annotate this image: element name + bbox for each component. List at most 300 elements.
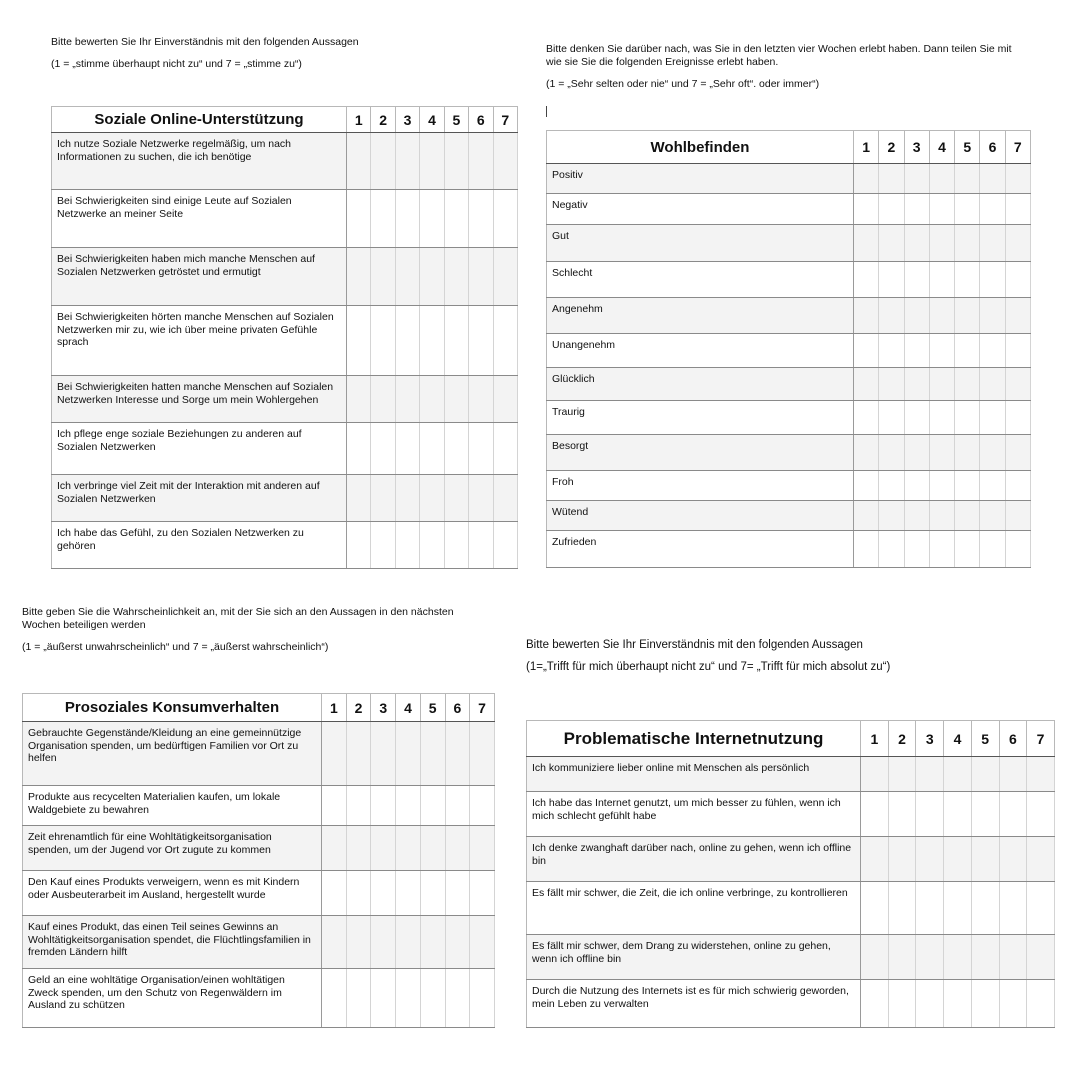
rating-cell-7[interactable] (1005, 401, 1030, 435)
table-row (547, 298, 1031, 334)
rating-cell-1[interactable] (854, 194, 879, 225)
scale-header-3: 3 (371, 694, 396, 722)
rating-cell-5[interactable] (955, 334, 980, 368)
rating-cell-1[interactable] (854, 401, 879, 435)
rating-cell-5[interactable] (420, 969, 445, 1028)
rating-cell-4[interactable] (396, 969, 421, 1028)
rating-cell-5[interactable] (955, 164, 980, 194)
rating-cell-5[interactable] (420, 722, 445, 786)
table-row (52, 522, 518, 569)
item-statement: Wütend (547, 501, 854, 531)
item-statement: Geld an eine wohltätige Organisation/einen wohltätigen Zweck spenden, um den Schutz von Regenwäldern im Ausland zu schützen (23, 969, 322, 1028)
rating-cell-7[interactable] (470, 969, 495, 1028)
rating-cell-3[interactable] (916, 980, 944, 1028)
rating-cell-6[interactable] (445, 786, 470, 826)
scale-header-6: 6 (980, 131, 1005, 164)
rating-cell-5[interactable] (955, 435, 980, 471)
rating-cell-3[interactable] (371, 826, 396, 871)
scale-header-2: 2 (879, 131, 904, 164)
rating-cell-4[interactable] (420, 423, 444, 475)
rating-cell-4[interactable] (929, 164, 954, 194)
rating-cell-4[interactable] (944, 757, 972, 792)
rating-cell-3[interactable] (904, 531, 929, 568)
scale-header-4: 4 (420, 107, 444, 133)
rating-cell-4[interactable] (929, 225, 954, 262)
table-row (23, 786, 495, 826)
item-statement: Negativ (547, 194, 854, 225)
rating-cell-7[interactable] (493, 133, 517, 190)
rating-cell-1[interactable] (347, 306, 371, 376)
table-wohlbefinden (546, 130, 1031, 568)
table-row (547, 225, 1031, 262)
table-row (52, 475, 518, 522)
rating-cell-3[interactable] (916, 882, 944, 935)
rating-cell-2[interactable] (879, 435, 904, 471)
rating-cell-4[interactable] (929, 435, 954, 471)
rating-cell-7[interactable] (470, 786, 495, 826)
table-row (23, 722, 495, 786)
rating-cell-7[interactable] (470, 916, 495, 969)
rating-cell-1[interactable] (347, 190, 371, 248)
rating-cell-6[interactable] (469, 376, 493, 423)
item-statement: Ich habe das Internet genutzt, um mich besser zu fühlen, wenn ich mich schlecht gefühlt habe (527, 792, 861, 837)
rating-cell-5[interactable] (955, 471, 980, 501)
rating-cell-4[interactable] (929, 401, 954, 435)
rating-cell-5[interactable] (444, 376, 468, 423)
table-row (527, 757, 1055, 792)
scale-header-6: 6 (999, 721, 1027, 757)
scale-header-7: 7 (1027, 721, 1055, 757)
rating-cell-6[interactable] (999, 980, 1027, 1028)
rating-cell-3[interactable] (904, 471, 929, 501)
rating-cell-1[interactable] (854, 531, 879, 568)
rating-cell-1[interactable] (854, 368, 879, 401)
rating-cell-7[interactable] (493, 475, 517, 522)
rating-cell-1[interactable] (854, 262, 879, 298)
table-row (52, 190, 518, 248)
rating-cell-6[interactable] (469, 306, 493, 376)
section4-instruction-main: Bitte bewerten Sie Ihr Einverständnis mit den folgenden Aussagen (526, 639, 863, 651)
rating-cell-5[interactable] (444, 423, 468, 475)
item-statement: Ich habe das Gefühl, zu den Sozialen Netzwerken zu gehören (52, 522, 347, 569)
rating-cell-4[interactable] (929, 531, 954, 568)
rating-cell-4[interactable] (929, 471, 954, 501)
rating-cell-3[interactable] (904, 262, 929, 298)
item-statement: Gebrauchte Gegenstände/Kleidung an eine gemeinnützige Organisation spenden, um bedürftigen Familien vor Ort zu helfen (23, 722, 322, 786)
rating-cell-5[interactable] (971, 757, 999, 792)
rating-cell-5[interactable] (444, 190, 468, 248)
rating-cell-2[interactable] (888, 980, 916, 1028)
rating-cell-3[interactable] (371, 786, 396, 826)
rating-cell-2[interactable] (888, 935, 916, 980)
scale-header-7: 7 (470, 694, 495, 722)
scale-header-6: 6 (469, 107, 493, 133)
rating-cell-1[interactable] (854, 435, 879, 471)
rating-cell-7[interactable] (1005, 194, 1030, 225)
item-statement: Es fällt mir schwer, dem Drang zu widerstehen, online zu gehen, wenn ich offline bin (527, 935, 861, 980)
rating-cell-5[interactable] (955, 262, 980, 298)
rating-cell-1[interactable] (854, 225, 879, 262)
rating-cell-2[interactable] (346, 916, 371, 969)
rating-cell-7[interactable] (1027, 757, 1055, 792)
item-statement: Positiv (547, 164, 854, 194)
rating-cell-3[interactable] (916, 792, 944, 837)
rating-cell-7[interactable] (1005, 262, 1030, 298)
rating-cell-7[interactable] (1027, 980, 1055, 1028)
scale-header-1: 1 (322, 694, 347, 722)
rating-cell-6[interactable] (445, 826, 470, 871)
rating-cell-1[interactable] (347, 475, 371, 522)
item-statement: Bei Schwierigkeiten sind einige Leute auf Sozialen Netzwerke an meiner Seite (52, 190, 347, 248)
rating-cell-5[interactable] (420, 786, 445, 826)
rating-cell-1[interactable] (322, 786, 347, 826)
rating-cell-7[interactable] (470, 871, 495, 916)
rating-cell-3[interactable] (395, 522, 419, 569)
rating-cell-5[interactable] (955, 368, 980, 401)
table-row (52, 306, 518, 376)
rating-cell-6[interactable] (980, 501, 1005, 531)
rating-cell-4[interactable] (929, 298, 954, 334)
rating-cell-5[interactable] (971, 935, 999, 980)
table-row (23, 826, 495, 871)
rating-cell-2[interactable] (371, 522, 395, 569)
rating-cell-3[interactable] (371, 871, 396, 916)
rating-cell-6[interactable] (999, 792, 1027, 837)
rating-cell-1[interactable] (347, 522, 371, 569)
rating-cell-3[interactable] (904, 435, 929, 471)
rating-cell-4[interactable] (396, 871, 421, 916)
rating-cell-3[interactable] (904, 401, 929, 435)
rating-cell-5[interactable] (971, 837, 999, 882)
rating-cell-5[interactable] (444, 248, 468, 306)
item-statement: Angenehm (547, 298, 854, 334)
rating-cell-6[interactable] (980, 164, 1005, 194)
rating-cell-7[interactable] (470, 826, 495, 871)
rating-cell-5[interactable] (955, 531, 980, 568)
rating-cell-7[interactable] (1027, 792, 1055, 837)
rating-cell-2[interactable] (879, 501, 904, 531)
rating-cell-4[interactable] (396, 722, 421, 786)
rating-cell-5[interactable] (955, 401, 980, 435)
item-statement: Durch die Nutzung des Internets ist es für mich schwierig geworden, mein Leben zu verwalten (527, 980, 861, 1028)
rating-cell-2[interactable] (371, 248, 395, 306)
rating-cell-1[interactable] (854, 501, 879, 531)
rating-cell-2[interactable] (371, 133, 395, 190)
rating-cell-6[interactable] (980, 262, 1005, 298)
rating-cell-6[interactable] (980, 435, 1005, 471)
rating-cell-2[interactable] (879, 368, 904, 401)
rating-cell-2[interactable] (346, 871, 371, 916)
rating-cell-3[interactable] (904, 298, 929, 334)
rating-cell-7[interactable] (1027, 935, 1055, 980)
item-statement: Ich verbringe viel Zeit mit der Interaktion mit anderen auf Sozialen Netzwerken (52, 475, 347, 522)
rating-cell-7[interactable] (493, 522, 517, 569)
rating-cell-4[interactable] (420, 376, 444, 423)
rating-cell-3[interactable] (916, 935, 944, 980)
item-statement: Es fällt mir schwer, die Zeit, die ich online verbringe, zu kontrollieren (527, 882, 861, 935)
rating-cell-6[interactable] (469, 475, 493, 522)
rating-cell-1[interactable] (322, 722, 347, 786)
rating-cell-4[interactable] (944, 837, 972, 882)
rating-cell-3[interactable] (916, 757, 944, 792)
scale-header-2: 2 (888, 721, 916, 757)
item-statement: Traurig (547, 401, 854, 435)
section2-instruction-scale: (1 = „Sehr selten oder nie“ und 7 = „Sehr oft“. oder immer“) (546, 78, 820, 90)
section1-instructions (51, 36, 491, 71)
item-statement: Zeit ehrenamtlich für eine Wohltätigkeitsorganisation spenden, um der Jugend vor Ort zugute zu kommen (23, 826, 322, 871)
rating-cell-7[interactable] (1005, 531, 1030, 568)
rating-cell-7[interactable] (1005, 225, 1030, 262)
rating-cell-3[interactable] (395, 133, 419, 190)
table-row (547, 435, 1031, 471)
item-statement: Zufrieden (547, 531, 854, 568)
rating-cell-2[interactable] (879, 194, 904, 225)
table-row (547, 334, 1031, 368)
scale-header-2: 2 (346, 694, 371, 722)
rating-cell-6[interactable] (980, 401, 1005, 435)
rating-cell-5[interactable] (955, 225, 980, 262)
rating-cell-2[interactable] (879, 298, 904, 334)
section3-instructions (22, 606, 482, 654)
rating-cell-7[interactable] (493, 423, 517, 475)
rating-cell-4[interactable] (944, 935, 972, 980)
rating-cell-5[interactable] (971, 882, 999, 935)
rating-cell-1[interactable] (322, 916, 347, 969)
rating-cell-2[interactable] (371, 190, 395, 248)
item-statement: Produkte aus recycelten Materialien kaufen, um lokale Waldgebiete zu bewahren (23, 786, 322, 826)
rating-cell-6[interactable] (445, 722, 470, 786)
rating-cell-2[interactable] (879, 164, 904, 194)
rating-cell-3[interactable] (395, 475, 419, 522)
rating-cell-4[interactable] (944, 980, 972, 1028)
rating-cell-7[interactable] (1005, 164, 1030, 194)
rating-cell-5[interactable] (444, 306, 468, 376)
rating-cell-3[interactable] (371, 916, 396, 969)
rating-cell-6[interactable] (469, 133, 493, 190)
rating-cell-4[interactable] (396, 916, 421, 969)
table-row (547, 531, 1031, 568)
item-statement: Ich kommuniziere lieber online mit Menschen als persönlich (527, 757, 861, 792)
rating-cell-5[interactable] (420, 916, 445, 969)
rating-cell-7[interactable] (493, 376, 517, 423)
rating-cell-7[interactable] (493, 248, 517, 306)
item-statement: Froh (547, 471, 854, 501)
table-row (23, 916, 495, 969)
rating-cell-6[interactable] (999, 757, 1027, 792)
rating-cell-6[interactable] (445, 969, 470, 1028)
rating-cell-4[interactable] (944, 882, 972, 935)
table-header-row (527, 721, 1055, 757)
rating-cell-4[interactable] (420, 522, 444, 569)
item-statement: Bei Schwierigkeiten hatten manche Menschen auf Sozialen Netzwerken Interesse und Sorge um mein Wohlergehen (52, 376, 347, 423)
rating-cell-5[interactable] (971, 980, 999, 1028)
rating-cell-7[interactable] (1027, 837, 1055, 882)
rating-cell-6[interactable] (980, 531, 1005, 568)
rating-cell-7[interactable] (470, 722, 495, 786)
scale-header-5: 5 (955, 131, 980, 164)
rating-cell-4[interactable] (420, 475, 444, 522)
rating-cell-4[interactable] (420, 133, 444, 190)
rating-cell-4[interactable] (944, 792, 972, 837)
scale-header-5: 5 (420, 694, 445, 722)
rating-cell-4[interactable] (929, 368, 954, 401)
rating-cell-2[interactable] (888, 792, 916, 837)
rating-cell-5[interactable] (955, 298, 980, 334)
rating-cell-1[interactable] (861, 980, 889, 1028)
table-header-row (547, 131, 1031, 164)
table-title: Wohlbefinden (547, 131, 854, 164)
rating-cell-7[interactable] (1005, 298, 1030, 334)
rating-cell-3[interactable] (904, 225, 929, 262)
table-row (547, 262, 1031, 298)
rating-cell-1[interactable] (347, 248, 371, 306)
rating-cell-2[interactable] (888, 837, 916, 882)
rating-cell-1[interactable] (347, 376, 371, 423)
rating-cell-3[interactable] (395, 423, 419, 475)
rating-cell-3[interactable] (395, 248, 419, 306)
section3-instruction-main: Bitte geben Sie die Wahrscheinlichkeit an, mit der Sie sich an den Aussagen in den nächsten Wochen beteiligen werden (22, 606, 454, 631)
rating-cell-4[interactable] (396, 826, 421, 871)
rating-cell-4[interactable] (929, 334, 954, 368)
rating-cell-6[interactable] (469, 248, 493, 306)
rating-cell-6[interactable] (999, 837, 1027, 882)
table-row (52, 133, 518, 190)
rating-cell-5[interactable] (444, 522, 468, 569)
rating-cell-5[interactable] (444, 133, 468, 190)
rating-cell-5[interactable] (971, 792, 999, 837)
scale-header-3: 3 (904, 131, 929, 164)
rating-cell-2[interactable] (879, 531, 904, 568)
rating-cell-1[interactable] (347, 423, 371, 475)
rating-cell-3[interactable] (904, 194, 929, 225)
rating-cell-5[interactable] (955, 501, 980, 531)
rating-cell-2[interactable] (879, 262, 904, 298)
rating-cell-1[interactable] (854, 334, 879, 368)
rating-cell-7[interactable] (1005, 471, 1030, 501)
rating-cell-5[interactable] (420, 871, 445, 916)
rating-cell-1[interactable] (347, 133, 371, 190)
rating-cell-4[interactable] (929, 501, 954, 531)
rating-cell-4[interactable] (929, 262, 954, 298)
text-cursor (546, 106, 547, 117)
rating-cell-4[interactable] (420, 190, 444, 248)
section1-instruction-scale: (1 = „stimme überhaupt nicht zu“ und 7 = „stimme zu“) (51, 58, 302, 70)
rating-cell-5[interactable] (444, 475, 468, 522)
rating-cell-2[interactable] (879, 471, 904, 501)
item-statement: Bei Schwierigkeiten hörten manche Menschen auf Sozialen Netzwerken mir zu, wie ich über meine privaten Gefühle sprach (52, 306, 347, 376)
rating-cell-2[interactable] (346, 969, 371, 1028)
rating-cell-5[interactable] (420, 826, 445, 871)
rating-cell-6[interactable] (999, 882, 1027, 935)
rating-cell-4[interactable] (929, 194, 954, 225)
rating-cell-1[interactable] (322, 826, 347, 871)
rating-cell-2[interactable] (888, 882, 916, 935)
rating-cell-2[interactable] (371, 423, 395, 475)
table-title: Problematische Internetnutzung (527, 721, 861, 757)
rating-cell-3[interactable] (904, 368, 929, 401)
rating-cell-6[interactable] (980, 368, 1005, 401)
rating-cell-6[interactable] (980, 225, 1005, 262)
scale-header-3: 3 (395, 107, 419, 133)
rating-cell-2[interactable] (879, 401, 904, 435)
rating-cell-7[interactable] (1005, 435, 1030, 471)
rating-cell-6[interactable] (980, 471, 1005, 501)
rating-cell-1[interactable] (854, 164, 879, 194)
rating-cell-7[interactable] (1005, 368, 1030, 401)
rating-cell-3[interactable] (395, 190, 419, 248)
rating-cell-6[interactable] (980, 334, 1005, 368)
rating-cell-4[interactable] (396, 786, 421, 826)
table-row (23, 871, 495, 916)
rating-cell-2[interactable] (346, 722, 371, 786)
rating-cell-1[interactable] (861, 792, 889, 837)
rating-cell-4[interactable] (420, 306, 444, 376)
table-row (52, 423, 518, 475)
rating-cell-6[interactable] (445, 916, 470, 969)
rating-cell-2[interactable] (371, 475, 395, 522)
rating-cell-1[interactable] (861, 837, 889, 882)
rating-cell-6[interactable] (445, 871, 470, 916)
rating-cell-3[interactable] (395, 376, 419, 423)
section4-instruction-scale: (1=„Trifft für mich überhaupt nicht zu“ und 7= „Trifft für mich absolut zu“) (526, 661, 891, 673)
rating-cell-1[interactable] (854, 471, 879, 501)
item-statement: Kauf eines Produkt, das einen Teil seines Gewinns an Wohltätigkeitsorganisation spendet, die Flüchtlingsfamilien in fremden Ländern hilft (23, 916, 322, 969)
rating-cell-1[interactable] (322, 871, 347, 916)
rating-cell-2[interactable] (346, 826, 371, 871)
rating-cell-3[interactable] (371, 969, 396, 1028)
scale-header-3: 3 (916, 721, 944, 757)
rating-cell-2[interactable] (371, 376, 395, 423)
table-title: Prosoziales Konsumverhalten (23, 694, 322, 722)
rating-cell-7[interactable] (1027, 882, 1055, 935)
rating-cell-6[interactable] (469, 522, 493, 569)
table-row (52, 376, 518, 423)
rating-cell-6[interactable] (469, 423, 493, 475)
rating-cell-1[interactable] (861, 882, 889, 935)
rating-cell-7[interactable] (1005, 334, 1030, 368)
scale-header-4: 4 (944, 721, 972, 757)
rating-cell-3[interactable] (916, 837, 944, 882)
rating-cell-3[interactable] (904, 501, 929, 531)
rating-cell-3[interactable] (904, 334, 929, 368)
rating-cell-1[interactable] (322, 969, 347, 1028)
rating-cell-7[interactable] (493, 190, 517, 248)
rating-cell-3[interactable] (904, 164, 929, 194)
rating-cell-1[interactable] (861, 935, 889, 980)
item-statement: Glücklich (547, 368, 854, 401)
rating-cell-6[interactable] (980, 298, 1005, 334)
rating-cell-4[interactable] (420, 248, 444, 306)
rating-cell-7[interactable] (493, 306, 517, 376)
rating-cell-2[interactable] (371, 306, 395, 376)
rating-cell-7[interactable] (1005, 501, 1030, 531)
rating-cell-2[interactable] (346, 786, 371, 826)
rating-cell-1[interactable] (854, 298, 879, 334)
rating-cell-2[interactable] (879, 225, 904, 262)
rating-cell-3[interactable] (371, 722, 396, 786)
rating-cell-3[interactable] (395, 306, 419, 376)
section1-instruction-main: Bitte bewerten Sie Ihr Einverständnis mit den folgenden Aussagen (51, 36, 359, 48)
rating-cell-6[interactable] (469, 190, 493, 248)
rating-cell-5[interactable] (955, 194, 980, 225)
table-prosoziales-konsumverhalten (22, 693, 495, 1028)
rating-cell-1[interactable] (861, 757, 889, 792)
rating-cell-6[interactable] (999, 935, 1027, 980)
table-row (547, 471, 1031, 501)
rating-cell-2[interactable] (879, 334, 904, 368)
rating-cell-6[interactable] (980, 194, 1005, 225)
rating-cell-2[interactable] (888, 757, 916, 792)
